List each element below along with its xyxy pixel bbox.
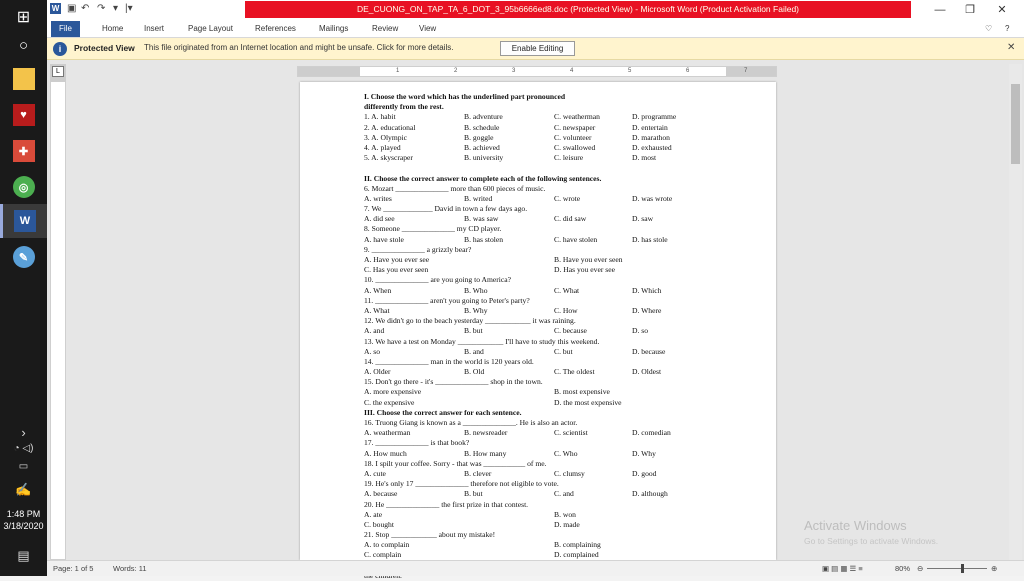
help-icon[interactable]: ? bbox=[1005, 24, 1010, 33]
answer-option: 3. A. Olympic bbox=[364, 132, 408, 142]
answer-option: B. adventure bbox=[464, 112, 503, 122]
tab-review[interactable]: Review bbox=[372, 24, 399, 33]
ruler-tick: 1 bbox=[396, 68, 400, 74]
answer-option: C. leisure bbox=[554, 153, 584, 163]
word-logo-icon: W bbox=[51, 4, 60, 13]
answer-option: C. scientist bbox=[554, 428, 588, 438]
answer-option: A. cute bbox=[364, 468, 386, 478]
zoom-level[interactable]: 80% bbox=[895, 564, 911, 573]
answer-option: C. because bbox=[554, 326, 587, 336]
document-line bbox=[364, 347, 734, 357]
tab-file[interactable]: File bbox=[51, 21, 80, 37]
answer-option: B. Who bbox=[464, 285, 488, 295]
tab-insert[interactable]: Insert bbox=[144, 24, 165, 33]
green-app-icon: ◎ bbox=[13, 176, 35, 198]
answer-option: D. good bbox=[632, 468, 657, 478]
document-page[interactable] bbox=[300, 82, 776, 560]
ruler-tick: 7 bbox=[744, 68, 748, 74]
horizontal-ruler bbox=[297, 66, 777, 77]
answer-option: C. bought bbox=[364, 519, 394, 529]
answer-option: 1. A. habit bbox=[364, 112, 396, 122]
answer-option: A. to complain bbox=[364, 540, 410, 550]
document-line: 15. Don't go there - it's ______________ shop in the town. bbox=[364, 377, 543, 387]
answer-option: B. clever bbox=[464, 468, 492, 478]
repeat-icon[interactable]: ▾ bbox=[113, 3, 119, 14]
answer-option: B. but bbox=[464, 489, 483, 499]
tab-view[interactable]: View bbox=[419, 24, 437, 33]
answer-option: A. Older bbox=[364, 367, 391, 377]
activate-windows-title: Activate Windows bbox=[804, 518, 907, 533]
document-line bbox=[364, 194, 734, 204]
zoom-slider-knob[interactable] bbox=[961, 564, 964, 573]
document-line: I. Choose the word which has the underlined part pronounced bbox=[364, 92, 566, 101]
ruler-tick: 2 bbox=[454, 68, 458, 74]
keyboard-icon[interactable]: ▭ bbox=[18, 461, 29, 472]
document-line bbox=[364, 286, 734, 296]
answer-option: B. achieved bbox=[464, 142, 500, 152]
answer-option: D. saw bbox=[632, 214, 654, 224]
answer-option: C. wrote bbox=[554, 193, 581, 203]
view-buttons-icon[interactable]: ▣ ▤ ▦ ☰ ≡ bbox=[822, 564, 863, 573]
answer-option: A. writes bbox=[364, 193, 392, 203]
answer-option: B. Why bbox=[464, 305, 488, 315]
answer-option: A. did see bbox=[364, 214, 395, 224]
colorful-app-icon: ✚ bbox=[13, 140, 35, 162]
answer-option: C. The oldest bbox=[554, 367, 595, 377]
document-line bbox=[364, 520, 734, 530]
windows-icon: ⊞ bbox=[16, 9, 31, 26]
cortana-circle-icon: ○ bbox=[18, 36, 29, 54]
tab-page-layout[interactable]: Page Layout bbox=[188, 24, 233, 33]
answer-option: C. What bbox=[554, 285, 580, 295]
document-line: 13. We have a test on Monday ____________ I'll have to study this weekend. bbox=[364, 336, 600, 346]
answer-option: B. has stolen bbox=[464, 234, 504, 244]
ruler-tick: 4 bbox=[570, 68, 574, 74]
ruler-tick: 3 bbox=[512, 68, 516, 74]
document-line bbox=[364, 398, 734, 408]
answer-option: A. because bbox=[364, 489, 398, 499]
minimize-button[interactable]: — bbox=[934, 4, 946, 16]
restore-button[interactable]: ❐ bbox=[965, 4, 975, 16]
info-icon: i bbox=[53, 42, 67, 56]
answer-option: D. complained bbox=[554, 550, 599, 560]
clock-time: 1:48 PM bbox=[6, 509, 41, 519]
document-line: differently from the rest. bbox=[364, 102, 444, 112]
document-line bbox=[364, 112, 734, 122]
document-line: 21. Stop ____________ about my mistake! bbox=[364, 530, 496, 540]
answer-option: A. more expensive bbox=[364, 387, 422, 397]
document-line bbox=[364, 163, 734, 173]
answer-option: A. and bbox=[364, 326, 385, 336]
answer-option: A. How much bbox=[364, 448, 407, 458]
answer-option: D. Why bbox=[632, 448, 656, 458]
answer-option: C. and bbox=[554, 489, 574, 499]
document-line: 10. ______________ are you going to America? bbox=[364, 275, 511, 285]
clock-date: 3/18/2020 bbox=[3, 521, 44, 531]
answer-option: B. complaining bbox=[554, 540, 601, 550]
document-line bbox=[364, 540, 734, 550]
close-button[interactable]: ✕ bbox=[997, 4, 1007, 16]
scrollbar-thumb[interactable] bbox=[1011, 84, 1020, 164]
document-line bbox=[364, 449, 734, 459]
taskbar-app-2[interactable] bbox=[0, 134, 47, 168]
answer-option: D. Has you ever see bbox=[554, 265, 615, 275]
answer-option: D. was wrote bbox=[632, 193, 673, 203]
answer-option: D. programme bbox=[632, 112, 677, 122]
protected-view-title: Protected View bbox=[74, 43, 135, 53]
answer-option: B. but bbox=[464, 326, 483, 336]
answer-option: B. and bbox=[464, 346, 484, 356]
document-line bbox=[364, 265, 734, 275]
answer-option: D. Oldest bbox=[632, 367, 662, 377]
document-line: 19. He's only 17 ______________ therefore not eligible to vote. bbox=[364, 479, 559, 489]
word-window bbox=[47, 0, 1024, 576]
zoom-out-icon[interactable]: ⊖ bbox=[917, 564, 924, 573]
document-line bbox=[364, 235, 734, 245]
answer-option: C. the expensive bbox=[364, 397, 415, 407]
network-volume-icon[interactable]: ◔ ◁) bbox=[13, 443, 34, 454]
customize-qat-icon[interactable]: |▾ bbox=[125, 3, 133, 14]
answer-option: D. so bbox=[632, 326, 649, 336]
answer-option: C. did saw bbox=[554, 214, 587, 224]
pen-icon[interactable]: ✍ bbox=[15, 482, 32, 497]
save-icon[interactable]: ▣ bbox=[67, 3, 77, 14]
document-line bbox=[364, 510, 734, 520]
document-line: 12. We didn't go to the beach yesterday ____________ it was raining. bbox=[364, 316, 576, 326]
answer-option: B. won bbox=[554, 509, 576, 519]
vertical-scrollbar[interactable] bbox=[1009, 64, 1022, 560]
answer-option: D. most bbox=[632, 153, 657, 163]
answer-option: B. Have you ever seen bbox=[554, 255, 623, 264]
answer-option: C. Has you ever seen bbox=[364, 265, 429, 275]
redo-icon[interactable]: ↷ bbox=[97, 3, 106, 14]
document-line bbox=[364, 306, 734, 316]
window-title: DE_CUONG_ON_TAP_TA_6_DOT_3_95b6666ed8.doc (Protected View) - Microsoft Word (Product Activation Failed) bbox=[245, 1, 911, 18]
document-line bbox=[364, 428, 734, 438]
document-body bbox=[364, 92, 734, 581]
answer-option: D. made bbox=[554, 519, 580, 529]
answer-option: A. When bbox=[364, 285, 392, 295]
protected-view-bar bbox=[47, 38, 1024, 60]
document-line: 16. Truong Giang is known as a ______________. He is also an actor. bbox=[364, 418, 578, 427]
answer-option: C. swallowed bbox=[554, 142, 596, 152]
answer-option: B. newsreader bbox=[464, 428, 508, 438]
document-line: 11. ______________ aren't you going to Peter's party? bbox=[364, 295, 530, 305]
answer-option: A. have stole bbox=[364, 234, 404, 244]
red-app-icon: ♥ bbox=[13, 104, 35, 126]
word-count[interactable]: Words: 11 bbox=[113, 564, 147, 573]
answer-option: C. volunteer bbox=[554, 132, 592, 142]
answer-option: B. goggle bbox=[464, 132, 494, 142]
answer-option: C. clumsy bbox=[554, 468, 585, 478]
ruler-tick: 5 bbox=[628, 68, 632, 74]
answer-option: D. the most expensive bbox=[554, 397, 622, 407]
taskbar-word[interactable] bbox=[0, 204, 47, 238]
answer-option: D. comedian bbox=[632, 428, 671, 438]
document-line bbox=[364, 469, 734, 479]
document-line: 20. He ______________ the first prize in that contest. bbox=[364, 499, 529, 509]
document-line: 14. ______________ man in the world is 120 years old. bbox=[364, 356, 534, 366]
minimize-ribbon-icon[interactable]: ♡ bbox=[985, 24, 993, 33]
title-bar bbox=[47, 0, 1024, 20]
vertical-ruler bbox=[50, 64, 66, 560]
answer-option: A. weatherman bbox=[364, 428, 411, 438]
zoom-in-icon[interactable]: ⊕ bbox=[991, 564, 998, 573]
paint-icon: ✎ bbox=[13, 246, 35, 268]
answer-option: 4. A. played bbox=[364, 142, 401, 152]
document-line bbox=[364, 133, 734, 143]
page-count[interactable]: Page: 1 of 5 bbox=[53, 564, 94, 573]
taskbar-app-3[interactable] bbox=[0, 170, 47, 204]
answer-option: D. marathon bbox=[632, 132, 670, 142]
clock[interactable] bbox=[0, 508, 47, 532]
answer-option: A. Have you ever see bbox=[364, 255, 430, 264]
enable-editing-button[interactable]: Enable Editing bbox=[500, 41, 575, 56]
document-line: III. Choose the correct answer for each sentence. bbox=[364, 407, 522, 417]
document-line: 9. ______________ a grizzly bear? bbox=[364, 244, 472, 254]
answer-option: D. because bbox=[632, 346, 666, 356]
tab-mailings[interactable]: Mailings bbox=[319, 24, 349, 33]
ruler-tick: 6 bbox=[686, 68, 690, 74]
answer-option: B. How many bbox=[464, 448, 507, 458]
answer-option: B. writed bbox=[464, 193, 493, 203]
answer-option: C. How bbox=[554, 305, 578, 315]
ruler-left-margin bbox=[298, 67, 360, 76]
document-line bbox=[364, 387, 734, 397]
tab-references[interactable]: References bbox=[255, 24, 296, 33]
document-line: 8. Someone ______________ my CD player. bbox=[364, 224, 502, 234]
activate-windows-message: Go to Settings to activate Windows. bbox=[804, 536, 939, 546]
document-line bbox=[364, 255, 734, 265]
answer-option: D. exhausted bbox=[632, 142, 672, 152]
answer-option: C. newspaper bbox=[554, 122, 596, 132]
document-line bbox=[364, 214, 734, 224]
tab-selector[interactable]: L bbox=[52, 66, 64, 77]
document-line bbox=[364, 143, 734, 153]
answer-option: B. Old bbox=[464, 367, 485, 377]
answer-option: 2. A. educational bbox=[364, 122, 416, 132]
answer-option: C. complain bbox=[364, 550, 402, 560]
answer-option: C. Who bbox=[554, 448, 578, 458]
folder-icon bbox=[13, 68, 35, 90]
document-line bbox=[364, 489, 734, 499]
cortana-button[interactable] bbox=[0, 28, 47, 62]
document-line bbox=[364, 123, 734, 133]
document-line bbox=[364, 367, 734, 377]
answer-option: D. although bbox=[632, 489, 668, 499]
document-line: 7. We _____________ David in town a few days ago. bbox=[364, 204, 528, 214]
document-line: 17. ______________ is that book? bbox=[364, 438, 470, 448]
zoom-slider[interactable] bbox=[927, 568, 987, 569]
answer-option: B. university bbox=[464, 153, 504, 163]
document-line: 18. I spilt your coffee. Sorry - that was ___________ of me. bbox=[364, 458, 547, 468]
taskbar-file-explorer[interactable] bbox=[0, 62, 47, 96]
document-line bbox=[364, 326, 734, 336]
tray-chevron-icon[interactable]: › bbox=[21, 425, 26, 440]
document-line: 6. Mozart ______________ more than 600 pieces of music. bbox=[364, 183, 546, 193]
document-line bbox=[364, 153, 734, 163]
undo-icon[interactable]: ↶ bbox=[81, 3, 90, 14]
answer-option: D. Where bbox=[632, 305, 662, 315]
word-icon: W bbox=[14, 210, 36, 232]
answer-option: B. most expensive bbox=[554, 387, 610, 397]
answer-option: A. so bbox=[364, 346, 381, 356]
taskbar-paint[interactable] bbox=[0, 240, 47, 274]
status-bar bbox=[47, 560, 1024, 576]
ribbon-tabs bbox=[47, 20, 1024, 38]
answer-option: A. ate bbox=[364, 509, 383, 519]
tab-home[interactable]: Home bbox=[102, 24, 124, 33]
answer-option: C. weatherman bbox=[554, 112, 600, 122]
ruler-right-margin bbox=[726, 67, 776, 76]
answer-option: B. was saw bbox=[464, 214, 499, 224]
document-line: II. Choose the correct answer to complete each of the following sentences. bbox=[364, 173, 602, 183]
answer-option: B. schedule bbox=[464, 122, 500, 132]
windows-taskbar bbox=[0, 0, 47, 576]
close-infobar-icon[interactable]: ✕ bbox=[1007, 42, 1016, 53]
notifications-icon[interactable]: ▤ bbox=[17, 548, 30, 563]
taskbar-app-1[interactable] bbox=[0, 98, 47, 132]
answer-option: D. entertain bbox=[632, 122, 668, 132]
answer-option: C. have stolen bbox=[554, 234, 598, 244]
answer-option: C. but bbox=[554, 346, 573, 356]
answer-option: A. What bbox=[364, 305, 390, 315]
answer-option: D. has stole bbox=[632, 234, 668, 244]
answer-option: 5. A. skyscraper bbox=[364, 153, 413, 163]
protected-view-message[interactable]: This file originated from an Internet location and might be unsafe. Click for more details. bbox=[144, 43, 454, 52]
answer-option: D. Which bbox=[632, 285, 662, 295]
